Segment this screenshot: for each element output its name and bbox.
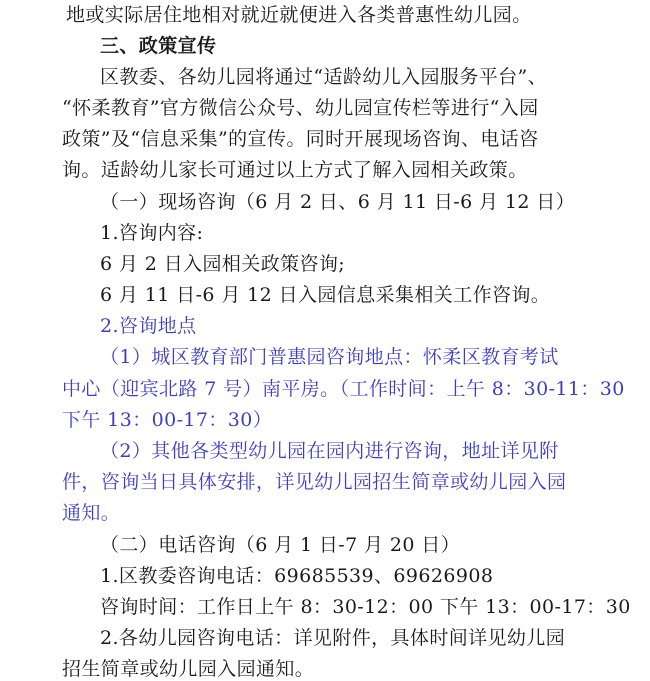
paragraph-line-17: 通知。 bbox=[62, 502, 121, 524]
subsection-heading-onsite: （一）现场咨询（6 月 2 日、6 月 11 日-6 月 12 日） bbox=[100, 191, 576, 213]
paragraph-line-11: 2.咨询地点 bbox=[100, 315, 197, 337]
paragraph-line-19: 1.区教委咨询电话：69685539、69626908 bbox=[100, 565, 494, 587]
paragraph-line-13: 中心（迎宾北路 7 号）南平房。（工作时间：上午 8：30-11：30 bbox=[62, 378, 625, 400]
paragraph-line-10: 6 月 11 日-6 月 12 日入园信息采集相关工作咨询。 bbox=[100, 284, 551, 306]
paragraph-line-6: 询。适龄幼儿家长可通过以上方式了解入园相关政策。 bbox=[62, 159, 528, 181]
section-heading-policy-publicity: 三、政策宣传 bbox=[100, 35, 217, 57]
paragraph-line-21: 2.各幼儿园咨询电话：详见附件，具体时间详见幼儿园 bbox=[100, 627, 566, 649]
paragraph-line-3: 区教委、各幼儿园将通过“适龄幼儿入园服务平台”、 bbox=[100, 66, 548, 88]
paragraph-line-15: （2）其他各类型幼儿园在园内进行咨询，地址详见附 bbox=[100, 440, 559, 462]
paragraph-line-8: 1.咨询内容: bbox=[100, 222, 204, 244]
paragraph-line-12: （1）城区教育部门普惠园咨询地点：怀柔区教育考试 bbox=[100, 346, 559, 368]
paragraph-line-5: 政策”及“信息采集”的宣传。同时开展现场咨询、电话咨 bbox=[62, 128, 539, 150]
paragraph-line-14: 下午 13：00-17：30） bbox=[62, 409, 273, 431]
paragraph-line-22: 招生简章或幼儿园入园通知。 bbox=[62, 658, 315, 680]
paragraph-line-20: 咨询时间：工作日上午 8：30-12：00 下午 13：00-17：30 bbox=[100, 596, 631, 618]
paragraph-line-9: 6 月 2 日入园相关政策咨询; bbox=[100, 253, 346, 275]
paragraph-line-4: “怀柔教育”官方微信公众号、幼儿园宣传栏等进行“入园 bbox=[62, 97, 539, 119]
subsection-heading-phone: （二）电话咨询（6 月 1 日-7 月 20 日） bbox=[100, 534, 461, 556]
paragraph-line-16: 件，咨询当日具体安排，详见幼儿园招生简章或幼儿园入园 bbox=[62, 471, 567, 493]
paragraph-line-1: 地或实际居住地相对就近就便进入各类普惠性幼儿园。 bbox=[66, 4, 532, 26]
